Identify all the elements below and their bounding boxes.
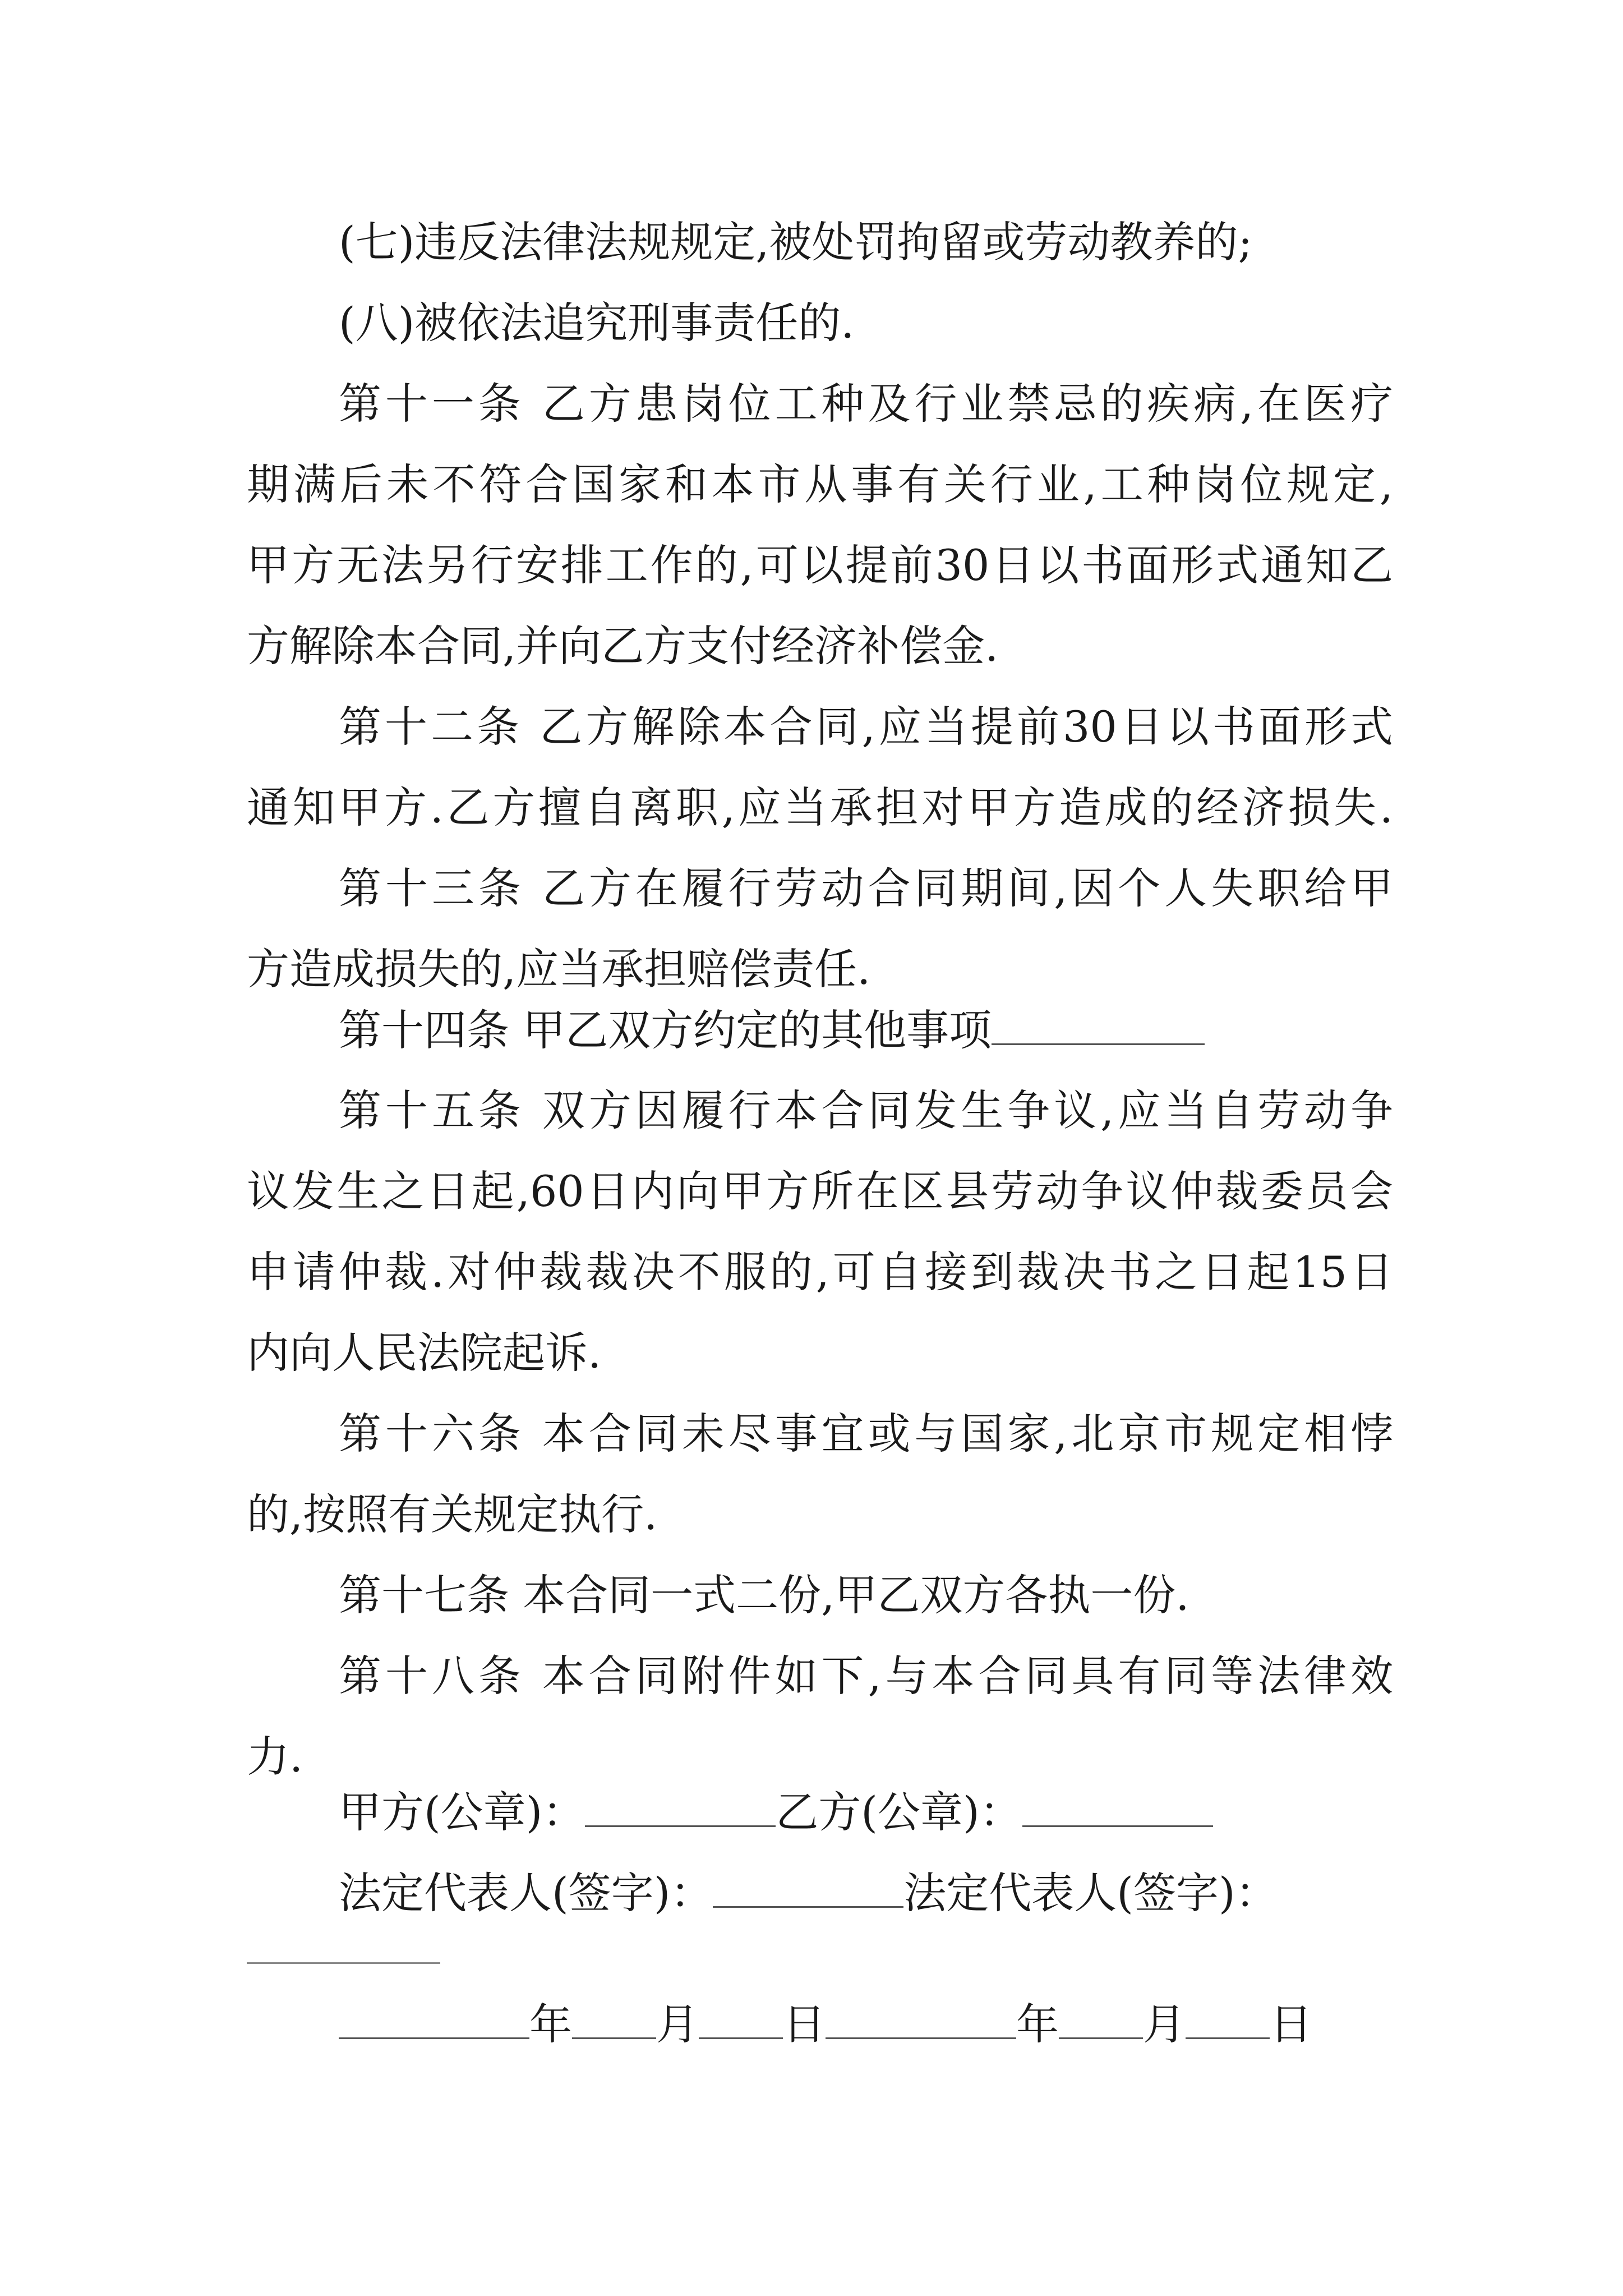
article-16-line-2: 的,按照有关规定执行. (247, 1489, 658, 1539)
article-13-line-2: 方造成损失的,应当承担赔偿责任. (247, 944, 871, 994)
article-17-line-1: 第十七条 本合同一式二份,甲乙双方各执一份. (339, 1570, 1189, 1620)
article-11-line-2: 期满后未不符合国家和本市从事有关行业,工种岗位规定, (247, 459, 1393, 509)
date-b-day-label: 日 (1270, 1999, 1312, 2049)
article-12-line-1: 第十二条 乙方解除本合同,应当提前30日以书面形式 (339, 702, 1393, 752)
date-b-month-blank (1059, 1998, 1143, 2039)
date-b-year-label: 年 (1016, 1999, 1059, 2049)
party-a-seal-label: 甲方(公章)： (339, 1787, 585, 1837)
legal-rep-signature-row (339, 1867, 1278, 1919)
article-14-text: 第十四条 甲乙双方约定的其他事项 (339, 1005, 992, 1055)
date-a-month-blank (572, 1998, 656, 2039)
article-18-line-1: 第十八条 本合同附件如下,与本合同具有同等法律效 (339, 1651, 1393, 1701)
article-15-line-2: 议发生之日起,60日内向甲方所在区县劳动争议仲裁委员会 (247, 1166, 1393, 1216)
article-11-line-4: 方解除本合同,并向乙方支付经济补偿金. (247, 621, 999, 671)
date-b-month-label: 月 (1143, 1999, 1186, 2049)
article-18-line-2: 力. (247, 1732, 303, 1782)
article-15-line-3: 申请仲裁.对仲裁裁决不服的,可自接到裁决书之日起15日 (247, 1247, 1393, 1297)
date-a-year-label: 年 (529, 1999, 572, 2049)
article-16-line-1: 第十六条 本合同未尽事宜或与国家,北京市规定相悖 (339, 1409, 1393, 1458)
date-b-year-blank (826, 1998, 1016, 2039)
article-14-line-1 (339, 1004, 1205, 1056)
article-13-line-1: 第十三条 乙方在履行劳动合同期间,因个人失职给甲 (339, 863, 1393, 913)
article-15-line-1: 第十五条 双方因履行本合同发生争议,应当自劳动争 (339, 1085, 1393, 1135)
legal-rep-b-blank (247, 1962, 440, 1964)
article-12-line-2: 通知甲方.乙方擅自离职,应当承担对甲方造成的经济损失. (247, 783, 1393, 832)
article-15-line-4: 内向人民法院起诉. (247, 1328, 602, 1378)
seal-signature-row (339, 1786, 1213, 1838)
date-a-year-blank (339, 1998, 529, 2039)
party-a-seal-blank (585, 1786, 776, 1827)
legal-rep-a-blank (713, 1867, 903, 1908)
date-a-month-label: 月 (656, 1999, 699, 2049)
article-11-line-3: 甲方无法另行安排工作的,可以提前30日以书面形式通知乙 (247, 540, 1393, 590)
party-b-seal-label: 乙方(公章)： (776, 1787, 1022, 1837)
clause-item-8: (八)被依法追究刑事责任的. (339, 298, 855, 348)
party-b-seal-blank (1022, 1786, 1213, 1827)
legal-rep-b-label: 法定代表人(签字)： (903, 1868, 1278, 1918)
date-a-day-label: 日 (783, 1999, 826, 2049)
legal-rep-a-label: 法定代表人(签字)： (339, 1868, 713, 1918)
article-11-line-1: 第十一条 乙方患岗位工种及行业禁忌的疾病,在医疗 (339, 379, 1393, 429)
other-matters-blank (992, 1004, 1205, 1045)
date-a-day-blank (699, 1998, 783, 2039)
clause-item-7: (七)违反法律法规规定,被处罚拘留或劳动教养的; (339, 217, 1253, 267)
date-b-day-blank (1186, 1998, 1270, 2039)
date-row (339, 1998, 1312, 2050)
